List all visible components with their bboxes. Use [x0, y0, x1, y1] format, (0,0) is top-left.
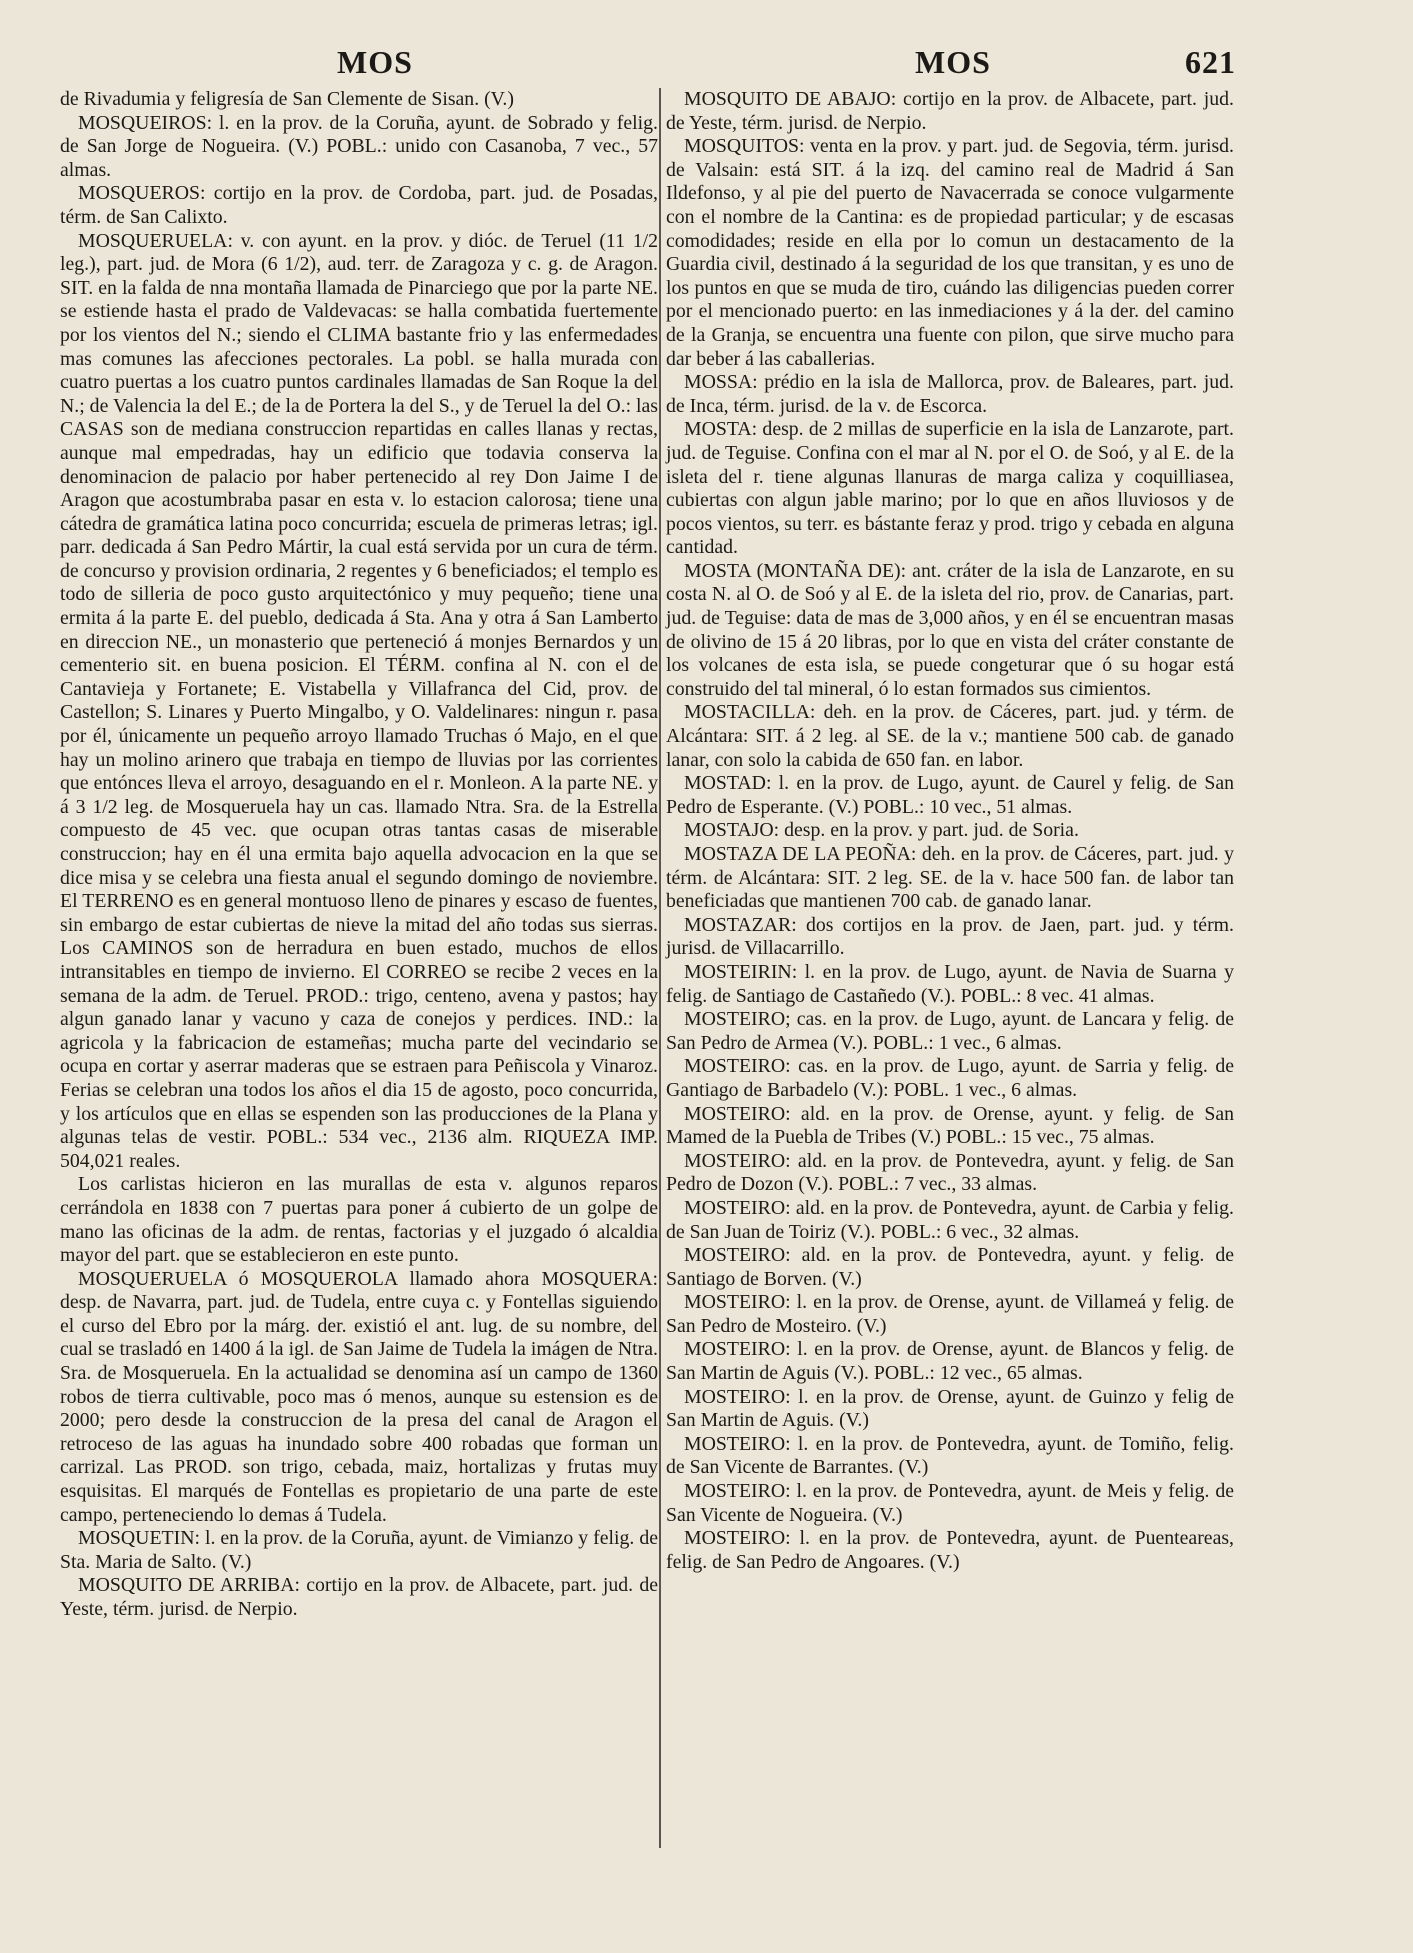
dictionary-entry: MOSTEIRIN: l. en la prov. de Lugo, ayunt. de Navia de Suarna y felig. de Santiago de Castañedo (V.). POBL.: 8 vec. 41 almas.: [666, 960, 1234, 1007]
dictionary-entry: MOSTEIRO: l. en la prov. de Pontevedra, ayunt. de Meis y felig. de San Vicente de Nogueira. (V.): [666, 1480, 1234, 1526]
dictionary-entry: Los carlistas hicieron en las murallas de esta v. algunos reparos cerrándola en 1838 con 7 puertas para poner á cubierto de un golpe de mano las oficinas de la adm. de rentas, factorias y el juzgado ó alcaldia mayor del part. que se establecieron en este punto.: [60, 1173, 658, 1267]
dictionary-entry: MOSQUITO DE ARRIBA: cortijo en la prov. de Albacete, part. jud. de Yeste, térm. jurisd. de Nerpio.: [60, 1574, 658, 1620]
dictionary-entry: MOSQUERUELA ó MOSQUEROLA llamado ahora MOSQUERA: desp. de Navarra, part. jud. de Tudela, entre cuya c. y Fontellas siguiendo el curso del Ebro por la márg. der. existió el ant. lug. de su nombre, del cual se trasladó en 1400 á la igl. de San Jaime de Tudela la imágen de Ntra. Sra. de Mosqueruela. En la actualidad se denomina así un campo de 1360 robos de tierra cultivable, poco mas ó menos, aunque su estension es de 2000; pero desde la construccion de la presa del canal de Aragon el retroceso de las aguas ha inundado sobre 400 robadas que forman un carrizal. Las PROD. son trigo, cebada, maiz, hortalizas y frutas muy esquisitas. El marqués de Fontellas es propietario de una parte de este campo, perteneciendo lo demas á Tudela.: [60, 1267, 658, 1526]
dictionary-entry: MOSTEIRO: l. en la prov. de Orense, ayunt. de Villameá y felig. de San Pedro de Mosteiro. (V.): [666, 1291, 1234, 1337]
dictionary-entry: MOSQUEROS: cortijo en la prov. de Cordoba, part. jud. de Posadas, térm. de San Calixto.: [60, 182, 658, 228]
dictionary-entry: MOSQUEIROS: l. en la prov. de la Coruña, ayunt. de Sobrado y felig. de San Jorge de Nogueira. (V.) POBL.: unido con Casanoba, 7 vec., 57 almas.: [60, 111, 658, 181]
dictionary-entry: MOSTACILLA: deh. en la prov. de Cáceres, part. jud. y térm. de Alcántara: SIT. á 2 leg. al SE. de la v.; mantiene 500 cab. de ganado lanar, con solo la cabida de 650 fan. en labor.: [666, 701, 1234, 771]
dictionary-entry: MOSTA: desp. de 2 millas de superficie en la isla de Lanzarote, part. jud. de Teguise. Confina con el mar al N. por el O. de Soó, y al E. de la isleta del r. tiene algunas llanuras de marga caliza y coquilliasea, cubiertas con algun jable marino; por lo que en años lluviosos y de pocos vientos, su terr. es bástante feraz y prod. trigo y cebada en alguna cantidad.: [666, 418, 1234, 559]
dictionary-entry: MOSQUERUELA: v. con ayunt. en la prov. y dióc. de Teruel (11 1/2 leg.), part. jud. de Mora (6 1/2), aud. terr. de Zaragoza y c. g. de Aragon. SIT. en la falda de nna montaña llamada de Pinarciego que por la parte NE. se estiende hasta el prado de Valdevacas: se halla combatida fuertemente por los vientos del N.; siendo el CLIMA bastante frio y las enfermedades mas comunes las afecciones pectorales. La pobl. se halla murada con cuatro puertas a los cuatro puntos cardinales llamadas de San Roque la del N.; de Valencia la del E.; de la de Portera la del S., y de Teruel la del O.: las CASAS son de mediana construccion repartidas en calles llanas y rectas, aunque mal empedradas, hay un edificio que todavia conserva la denominacion de palacio por haber pertenecido al rey Don Jaime I de Aragon que acostumbraba pasar en esta v. lo estacion calorosa; tiene una cátedra de gramática latina poco concurrida; escuela de primeras letras; igl. parr. dedicada á San Pedro Mártir, la cual está servida por un cura de térm. de concurso y provision ordinaria, 2 regentes y 6 beneficiados; el templo es todo de silleria de poco gusto arquitectónico y muy pequeño; tiene una ermita á la parte E. del pueblo, dedicada á Sta. Ana y otra á San Lamberto en direccion NE., un monasterio que perteneció á monjes Bernardos y un cementerio sit. en buena posicion. El TÉRM. confina al N. con el de Cantavieja y Fortanete; E. Vistabella y Villafranca del Cid, prov. de Castellon; S. Linares y Puerto Mingalbo, y O. Valdelinares: ningun r. pasa por él, únicamente un pequeño arroyo llamado Truchas ó Majo, en el que hay un molino arinero que trabaja en tiempo de lluvias por las corrientes que entónces lleva el arroyo, desaguando en el r. Monleon. A la parte NE. y á 3 1/2 leg. de Mosqueruela hay un cas. llamado Ntra. Sra. de la Estrella compuesto de 45 vec. que ocupan otras tantas casas de miserable construccion; hay en él una ermita bajo aquella advocacion en la que se dice misa y se celebra una fiesta anual el segundo domingo de noviembre. El TERRENO es en general montuoso lleno de pinares y escaso de fuentes, sin embargo de estar cubiertas de nieve la mitad del año todas sus sierras. Los CAMINOS son de herradura en buen estado, muchos de ellos intransitables en tiempo de invierno. El CORREO se recibe 2 veces en la semana de la adm. de Teruel. PROD.: trigo, centeno, avena y pastos; hay algun ganado lanar y vacuno y caza de conejos y perdices. IND.: la agricola y la fabricacion de estameñas; mucha parte del vecindario se ocupa en cortar y aserrar maderas que se estraen para Peñiscola y Vinaroz. Ferias se celebran una todos los años el dia 15 de agosto, poco concurrida, y los artículos que en ellas se espenden son las producciones de la Plana y algunas telas de vestir. POBL.: 534 vec., 2136 alm. RIQUEZA IMP. 504,021 reales.: [60, 229, 658, 1172]
running-head-left: MOS: [337, 44, 413, 80]
dictionary-entry: MOSQUETIN: l. en la prov. de la Coruña, ayunt. de Vimianzo y felig. de Sta. Maria de Salto. (V.): [60, 1527, 658, 1573]
dictionary-entry: MOSTAZA DE LA PEOÑA: deh. en la prov. de Cáceres, part. jud. y térm. de Alcántara: SIT. 2 leg. SE. de la v. hace 500 fan. de labor tan beneficiadas que mantienen 700 cab. de ganado lanar.: [666, 843, 1234, 913]
dictionary-entry: MOSTEIRO: l. en la prov. de Orense, ayunt. de Blancos y felig. de San Martin de Aguis (V.). POBL.: 12 vec., 65 almas.: [666, 1338, 1234, 1385]
dictionary-entry: MOSTEIRO: l. en la prov. de Pontevedra, ayunt. de Puenteareas, felig. de San Pedro de Angoares. (V.): [666, 1527, 1234, 1573]
dictionary-entry: MOSTEIRO: l. en la prov. de Pontevedra, ayunt. de Tomiño, felig. de San Vicente de Barrantes. (V.): [666, 1432, 1234, 1479]
dictionary-entry: MOSTEIRO: ald. en la prov. de Pontevedra, ayunt. de Carbia y felig. de San Juan de Toiriz (V.). POBL.: 6 vec., 32 almas.: [666, 1196, 1234, 1243]
running-head-right: MOS: [915, 44, 991, 80]
page-number: 621: [1185, 44, 1236, 80]
dictionary-entry: de Rivadumia y feligresía de San Clemente de Sisan. (V.): [60, 88, 514, 110]
dictionary-entry: MOSTEIRO; cas. en la prov. de Lugo, ayunt. de Lancara y felig. de San Pedro de Armea (V.). POBL.: 1 vec., 6 almas.: [666, 1008, 1234, 1054]
dictionary-entry: MOSSA: prédio en la isla de Mallorca, prov. de Baleares, part. jud. de Inca, térm. jurisd. de la v. de Escorca.: [666, 371, 1234, 417]
dictionary-entry: MOSQUITOS: venta en la prov. y part. jud. de Segovia, térm. jurisd. de Valsain: está SIT. á la izq. del camino real de Madrid á San Ildefonso, y al pie del puerto de Navacerrada se conoce vulgarmente con el nombre de la Cantina: es de propiedad particular; y de escasas comodidades; reside en ella por lo comun un destacamento de la Guardia civil, destinado á la seguridad de los que transitan, y es uno de los puntos en que se muda de tiro, cuándo las diligencias pueden correr por el mencionado puerto: en las inmediaciones y á la der. del camino de la Granja, se encuentra una fuente con pilon, que sirve mucho para dar beber á las caballerias.: [666, 135, 1234, 370]
right-column: [666, 88, 1234, 1574]
left-column: [60, 88, 658, 1622]
dictionary-entry: MOSTEIRO: cas. en la prov. de Lugo, ayunt. de Sarria y felig. de Gantiago de Barbadelo (V.): POBL. 1 vec., 6 almas.: [666, 1055, 1234, 1101]
dictionary-entry: MOSTAJO: desp. en la prov. y part. jud. de Soria.: [684, 819, 1079, 842]
dictionary-entry: MOSQUITO DE ABAJO: cortijo en la prov. de Albacete, part. jud. de Yeste, térm. jurisd. de Nerpio.: [666, 88, 1234, 134]
dictionary-entry: MOSTEIRO: ald. en la prov. de Orense, ayunt. y felig. de San Mamed de la Puebla de Tribes (V.) POBL.: 15 vec., 75 almas.: [666, 1102, 1234, 1149]
dictionary-entry: MOSTEIRO: ald. en la prov. de Pontevedra, ayunt. y felig. de San Pedro de Dozon (V.). POBL.: 7 vec., 33 almas.: [666, 1149, 1234, 1196]
dictionary-entry: MOSTAZAR: dos cortijos en la prov. de Jaen, part. jud. y térm. jurisd. de Villacarrillo.: [666, 913, 1234, 960]
dictionary-entry: MOSTAD: l. en la prov. de Lugo, ayunt. de Caurel y felig. de San Pedro de Esperante. (V.) POBL.: 10 vec., 51 almas.: [666, 772, 1234, 818]
column-divider: [659, 88, 661, 1848]
dictionary-entry: MOSTEIRO: l. en la prov. de Orense, ayunt. de Guinzo y felig de San Martin de Aguis. (V.): [666, 1385, 1234, 1432]
dictionary-entry: MOSTA (MONTAÑA DE): ant. cráter de la isla de Lanzarote, en su costa N. al O. de Soó y al E. de la isleta del rio, prov. de Canarias, part. jud. de Teguise: data de mas de 3,000 años, y en él se encuentran masas de olivino de 15 á 20 libras, por lo que en vista del cráter constante de los volcanes de esta isla, se puede congeturar que ó su hogar está construido del tal mineral, ó lo estan formados sus cimientos.: [666, 559, 1234, 700]
dictionary-entry: MOSTEIRO: ald. en la prov. de Pontevedra, ayunt. y felig. de Santiago de Borven. (V.): [666, 1244, 1234, 1290]
